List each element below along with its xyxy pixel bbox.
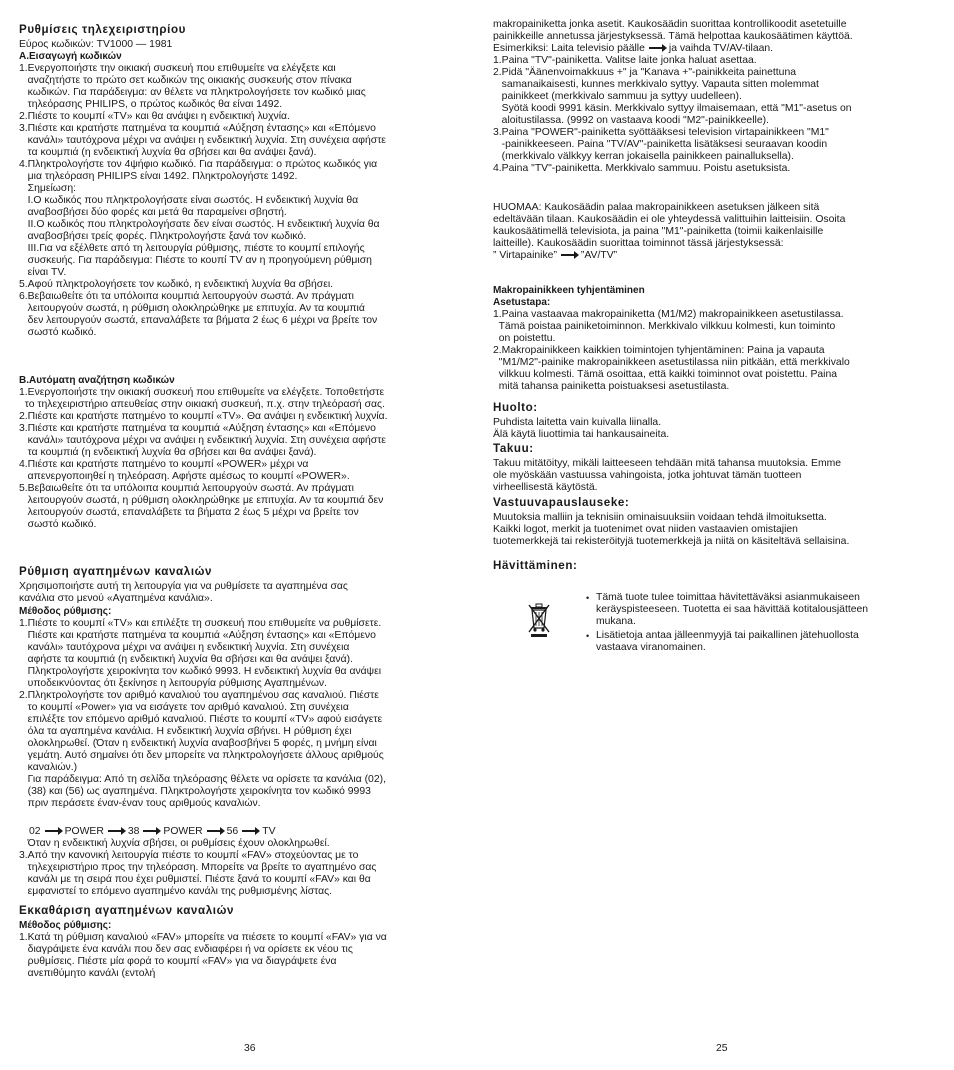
text-line: δεν λειτουργούν σωστά, επαναλάβετε τα βήματα 2 έως 6 μέχρι να βρείτε τον [19, 315, 378, 326]
text-line: το κουμπί «Power» για να εισάγετε τον αριθμό καναλιού. Στη συνέχεια [19, 702, 349, 713]
note-seq-end: ”AV/TV” [580, 250, 618, 261]
text-line: κανάλι» ταυτόχρονα μέχρι να ανάψει η ενδεικτική λυχνία. Στη συνέχεια αφήστε [19, 135, 386, 146]
example-end: ja vaihda TV/AV-tilaan. [668, 43, 774, 54]
text-line: Tämä poistaa painiketoiminnon. Merkkivalo vilkkuu kolmesti, kun toiminto [493, 321, 836, 332]
clear-favorites-title: Εκκαθάριση αγαπημένων καναλιών [19, 904, 235, 917]
text-line: 1.Πιέστε το κουμπί «TV» και επιλέξτε τη συσκευή που επιθυμείτε να ρυθμίσετε. [19, 618, 382, 629]
text-line: ole myöskään vastuussa vahingoista, jotka johtuvat tämän tuotteen [493, 470, 802, 481]
text-line: aloitustilassa. (9992 on vastaava koodi "M2"-painikkeelle). [493, 115, 769, 126]
clear-steps [19, 932, 469, 980]
macro-steps [493, 55, 943, 175]
macro-clear-subheading: Asetustapa: [493, 297, 551, 308]
text-line: "M1/M2"-painike makropainikkeen asetustilassa niin pitkään, että merkkivalo [493, 357, 850, 368]
text-line: μια τηλεόραση PHILIPS είναι 1492. Πληκτρολογήστε 1492. [19, 171, 298, 182]
text-line: τηλεόρασης PHILIPS, ο πρώτος κωδικός θα είναι 1492. [19, 99, 283, 110]
huolto-text [493, 417, 943, 441]
text-line: Πληκτρολογήστε χειροκίνητα τον κωδικό 9993. Η ενδεικτική λυχνία θα ανάψει [19, 666, 382, 677]
text-line: διαγράψετε ένα κανάλι που δεν σας ενδιαφέρει ή να ορίσετε εκ νέου τις [19, 944, 353, 955]
text-line: όλα τα αγαπημένα κανάλια. Η ενδεικτική λυχνία σβήνει. Η ρύθμιση έχει [19, 726, 352, 737]
text-line: Όταν η ενδεικτική λυχνία σβήσει, οι ρυθμίσεις έχουν ολοκληρωθεί. [19, 838, 330, 849]
text-line: σωστό κωδικό. [19, 519, 97, 530]
page-number-right: 25 [716, 1043, 728, 1054]
macro-clear-steps [493, 309, 943, 393]
text-line: κανάλι με τη σειρά που έχει ρυθμιστεί. Πιέστε ξανά το κουμπί «FAV» και θα [19, 874, 371, 885]
macro-clear-heading: Makropainikkeen tyhjentäminen [493, 285, 645, 296]
text-line: 3.Paina "POWER"-painiketta syöttääksesi television virtapainikkeen "M1" [493, 127, 829, 138]
text-line: Puhdista laitetta vain kuivalla liinalla. [493, 417, 662, 428]
seq-38: 38 [127, 826, 140, 837]
seq-power-1: POWER [64, 826, 104, 837]
example-start: Esimerkiksi: Laita televisio päälle [493, 43, 645, 54]
text-line: vastaava viranomainen. [596, 642, 706, 653]
text-line: mukana. [596, 616, 636, 627]
text-line: on poistettu. [493, 333, 556, 344]
text-line: 3.Πιέστε και κρατήστε πατημένα τα κουμπιά «Αύξηση έντασης» και «Επόμενο [19, 123, 376, 134]
text-line: το τηλεχειριστήριο απευθείας στην οικιακή συσκευή, π.χ. στην τηλεόρασή σας. [19, 399, 385, 410]
text-line: Για παράδειγμα: Από τη σελίδα τηλεόρασης θέλετε να ορίσετε τα κανάλια (02), [19, 774, 386, 785]
arrow-icon [242, 830, 258, 832]
clear-method-heading: Μέθοδος ρύθμισης: [19, 920, 112, 931]
text-line: 6.Βεβαιωθείτε ότι τα υπόλοιπα κουμπιά λειτουργούν σωστά. Αν πράγματι [19, 291, 354, 302]
text-line: tuotemerkkejä tai rekisteröityjä tuotemerkkejä ja niitä on käsiteltävä sellaisina. [493, 536, 850, 547]
text-line: Χρησιμοποιήστε αυτή τη λειτουργία για να ρυθμίσετε τα αγαπημένα σας [19, 581, 348, 592]
takuu-title: Takuu: [493, 442, 534, 455]
text-line: ολοκληρωθεί. (Όταν η ενδεικτική λυχνία αναβοσβήνει 5 φορές, η μνήμη είναι [19, 738, 377, 749]
text-line: edeltävään tilaan. Kaukosäädin ei ole yhteydessä valittuihin laitteisiin. Osoita [493, 214, 846, 225]
weee-crossed-bin-icon [528, 601, 550, 637]
text-line: painikkeille annetussa järjestyksessä. Tämä helpottaa kaukosäätimen käyttöä. [493, 31, 853, 42]
text-line: κανάλι» ταυτόχρονα μέχρι να ανάψει η ενδεικτική λυχνία. Στη συνέχεια [19, 642, 350, 653]
havittaminen-title: Hävittäminen: [493, 559, 578, 572]
text-line: -painikkeeseen. Paina "TV/AV"-painiketta lisätäksesi seuraavan koodin [493, 139, 828, 150]
channel-sequence [29, 826, 479, 838]
favorites-title: Ρύθμιση αγαπημένων καναλιών [19, 565, 213, 578]
disposal-bullet-1 [586, 592, 946, 628]
section-b-heading: B.Αυτόματη αναζήτηση κωδικών [19, 375, 175, 386]
text-line: • Lisätietoja antaa jälleenmyyjä tai paikallinen jätehuollosta [596, 630, 859, 641]
text-line: I.Ο κωδικός που πληκτρολογήσατε είναι σωστός. Η ενδεικτική λυχνία θα [19, 195, 359, 206]
text-line: 5.Βεβαιωθείτε ότι τα υπόλοιπα κουμπιά λειτουργούν σωστά. Αν πράγματι [19, 483, 354, 494]
text-line: πριν περάσετε έναν-έναν τους αριθμούς καναλιών. [19, 798, 261, 809]
huolto-title: Huolto: [493, 401, 538, 414]
text-line: painikkeet (merkkivalo sammuu ja syttyy uudelleen). [493, 91, 742, 102]
macro-note-sequence [493, 250, 943, 262]
text-line: Πιέστε και κρατήστε πατημένα τα κουμπιά «Αύξηση έντασης» και «Επόμενο [19, 630, 376, 641]
disposal-bullets [586, 592, 946, 654]
macro-example [493, 43, 943, 55]
macro-intro [493, 19, 943, 43]
arrow-icon [561, 254, 577, 256]
text-line: 2.Πιέστε και κρατήστε πατημένο το κουμπί «TV». Θα ανάψει η ενδεικτική λυχνία. [19, 411, 388, 422]
text-line: 1.Ενεργοποιήστε την οικιακή συσκευή που επιθυμείτε να ελέγξετε. Τοποθετήστε [19, 387, 385, 398]
text-line: kaukosäätimellä televisiota, ja paina "M1"-painiketta (toimii kaikenlaisille [493, 226, 824, 237]
text-line: II.Ο κωδικός που πληκτρολογήσατε δεν είναι σωστός. Η ενδεικτική λυχνία θα [19, 219, 380, 230]
text-line: κανάλι» ταυτόχρονα μέχρι να ανάψει η ενδεικτική λυχνία. Στη συνέχεια αφήστε [19, 435, 386, 446]
text-line: καναλιών.) [19, 762, 78, 773]
text-line: vilkkuu kolmesti. Tämä osoittaa, että kaikki toiminnot ovat poistettu. Paina [493, 369, 838, 380]
text-line: 4.Πιέστε και κρατήστε πατημένο το κουμπί «POWER» μέχρι να [19, 459, 309, 470]
text-line: αναζητήστε το πρώτο σετ κωδικών της οικιακής συσκευής στον πίνακα [19, 75, 352, 86]
text-line: κανάλια στο μενού «Αγαπημένα κανάλια». [19, 593, 213, 604]
text-line: εμφανιστεί το επόμενο αγαπημένο κανάλι της ρυθμισμένης λίστας. [19, 886, 332, 897]
text-line: επιλέξτε τον επόμενο αριθμό καναλιού. Πιέστε το κουμπί «TV» αφού εισάγετε [19, 714, 383, 725]
text-line: mitä tahansa painiketta poistuaksesi asetustilasta. [493, 381, 730, 392]
text-line: 5.Αφού πληκτρολογήσετε τον κωδικό, η ενδεικτική λυχνία θα σβήσει. [19, 279, 334, 290]
section-a-text [19, 63, 469, 339]
text-line: 1.Ενεργοποιήστε την οικιακή συσκευή που επιθυμείτε να ελέγξετε και [19, 63, 336, 74]
text-line: Σημείωση: [19, 183, 76, 194]
favorites-steps-cont [19, 838, 469, 898]
text-line: HUOMAA: Kaukosäädin palaa makropainikkeen asetuksen jälkeen sitä [493, 202, 820, 213]
text-line: Syötä koodi 9991 käsin. Merkkivalo syttyy ilmaisemaan, että "M1"-asetus on [493, 103, 852, 114]
text-line: τα κουμπιά (η ενδεικτική λυχνία θα σβήσει και θα ανάψει ξανά). [19, 447, 317, 458]
section-b-text [19, 387, 469, 531]
takuu-text [493, 458, 943, 494]
text-line: Muutoksia malliin ja teknisiin ominaisuuksiin voidaan tehdä ilmoituksetta. [493, 512, 827, 523]
seq-tv: TV [262, 826, 276, 837]
text-line: • Tämä tuote tulee toimittaa hävitettäväksi asianmukaiseen [596, 592, 860, 603]
favorites-method-heading: Μέθοδος ρύθμισης: [19, 606, 112, 617]
text-line: τα κουμπιά (η ενδεικτική λυχνία θα σβήσει και θα ανάψει ξανά). [19, 147, 317, 158]
text-line: (merkkivalo välkkyy kerran jokaisella painikkeen painalluksella). [493, 151, 794, 162]
text-line: 1.Paina vastaavaa makropainiketta (M1/M2) makropainikkeen asetustilassa. [493, 309, 844, 320]
text-line: λειτουργούν σωστά, η ρύθμιση ολοκληρώθηκε με επιτυχία. Αν τα κουμπιά [19, 303, 365, 314]
text-line: keräyspisteeseen. Tuotetta ei saa hävittää kotitalousjätteen [596, 604, 869, 615]
text-line: 2.Pidä "Äänenvoimakkuus +" ja "Kanava +"-painikkeita painettuna [493, 67, 796, 78]
text-line: απενεργοποιηθεί η τηλεόραση. Αφήστε αμέσως το κουμπί «POWER». [19, 471, 350, 482]
seq-56: 56 [226, 826, 239, 837]
text-line: σωστό κωδικό. [19, 327, 97, 338]
text-line: 2.Πληκτρολογήστε τον αριθμό καναλιού του αγαπημένου σας καναλιού. Πιέστε [19, 690, 379, 701]
code-range: Εύρος κωδικών: TV1000 — 1981 [19, 39, 173, 50]
text-line: 4.Paina "TV"-painiketta. Merkkivalo sammuu. Poistu asetuksista. [493, 163, 791, 174]
macro-note [493, 202, 943, 250]
text-line: τηλεχειριστήριο προς την τηλεόραση. Μπορείτε να βρείτε το αγαπημένο σας [19, 862, 377, 873]
section-title-remote-settings: Ρυθμίσεις τηλεχειριστηρίου [19, 23, 186, 36]
text-line: laitteille). Kaukosäädin suorittaa toiminnot tässä järjestyksessä: [493, 238, 784, 249]
disposal-bullet-2 [586, 630, 946, 654]
section-a-heading: A.Εισαγωγή κωδικών [19, 51, 122, 62]
text-line: III.Για να εξέλθετε από τη λειτουργία ρύθμισης, πιέστε το κουμπί επιλογής [19, 243, 365, 254]
text-line: υποδεικνύοντας ότι ξεκίνησε η λειτουργία ρύθμισης Αγαπημένων. [19, 678, 328, 689]
seq-power-2: POWER [163, 826, 203, 837]
vastuu-text [493, 512, 943, 548]
text-line: γεμάτη. Αυτό σημαίνει ότι δεν μπορείτε να πληκτρολογήσετε άλλους αριθμούς [19, 750, 384, 761]
text-line: αναβοσβήσει τρείς φορές. Πληκτρολογήστε ξανά τον κωδικό. [19, 231, 307, 242]
text-line: Älä käytä liuottimia tai hankausaineita. [493, 429, 670, 440]
text-line: samanaikaisesti, kunnes merkkivalo syttyy. Vapauta sitten molemmat [493, 79, 819, 90]
text-line: 1.Paina "TV"-painiketta. Valitse laite jonka haluat asettaa. [493, 55, 757, 66]
text-line: 4.Πληκτρολογήστε τον 4ψήφιο κωδικό. Για παράδειγμα: ο πρώτος κωδικός για [19, 159, 378, 170]
text-line: λειτουργούν σωστά, επαναλάβετε τα βήματα 2 έως 5 μέχρι να βρείτε τον [19, 507, 359, 518]
text-line: ρυθμίσεις. Πιέστε μία φορά το κουμπί «FAV» για να διαγράψετε ένα [19, 956, 337, 967]
text-line: 3.Πιέστε και κρατήστε πατημένα τα κουμπιά «Αύξηση έντασης» και «Επόμενο [19, 423, 376, 434]
text-line: (38) και (56) ως αγαπημένα. Πληκτρολογήστε χειροκίνητα τον κωδικό 9993 [19, 786, 371, 797]
arrow-icon [143, 830, 159, 832]
text-line: makropainiketta jonka asetit. Kaukosäädin suorittaa kontrollikoodit asetetuille [493, 19, 847, 30]
text-line: λειτουργούν σωστά, η ρύθμιση ολοκληρώθηκε με επιτυχία. Αν τα κουμπιά δεν [19, 495, 384, 506]
text-line: 2.Πιέστε το κουμπί «TV» και θα ανάψει η ενδεικτική λυχνία. [19, 111, 290, 122]
text-line: 3.Από την κανονική λειτουργία πιέστε το κουμπί «FAV» στοχεύοντας με το [19, 850, 359, 861]
text-line: συσκευής. Για παράδειγμα: Πιέστε το κουπί TV αν η προηγούμενη ρύθμιση [19, 255, 372, 266]
text-line: είναι TV. [19, 267, 67, 278]
text-line: κωδικών. Για παράδειγμα: αν θέλετε να πληκτρολογήσετε τον κωδικό μιας [19, 87, 366, 98]
vastuu-title: Vastuuvapauslauseke: [493, 496, 630, 509]
favorites-intro [19, 581, 469, 605]
arrow-icon [207, 830, 223, 832]
text-line: 2.Makropainikkeen kaikkien toimintojen tyhjentäminen: Paina ja vapauta [493, 345, 825, 356]
note-seq-start: ” Virtapainike” [493, 250, 557, 261]
arrow-icon [45, 830, 61, 832]
text-line: Kaikki logot, merkit ja tuotenimet ovat niiden vastaavien omistajien [493, 524, 798, 535]
text-line: ανεπιθύμητο κανάλι (εντολή [19, 968, 156, 979]
arrow-icon [649, 47, 665, 49]
text-line: αναβοσβήσει δύο φορές και μετά θα παραμείνει σβηστή. [19, 207, 287, 218]
page-number-left: 36 [244, 1043, 256, 1054]
favorites-steps [19, 618, 469, 810]
text-line: Takuu mitätöityy, mikäli laitteeseen tehdään mitä tahansa muutoksia. Emme [493, 458, 842, 469]
text-line: 1.Κατά τη ρύθμιση καναλιού «FAV» μπορείτε να πιέσετε το κουμπί «FAV» για να [19, 932, 387, 943]
text-line: αφήστε τα κουμπιά (η ενδεικτική λυχνία θα σβήσει και θα ανάψει ξανά). [19, 654, 353, 665]
arrow-icon [108, 830, 124, 832]
text-line: virheellisestä käytöstä. [493, 482, 598, 493]
seq-02: 02 [29, 826, 41, 837]
